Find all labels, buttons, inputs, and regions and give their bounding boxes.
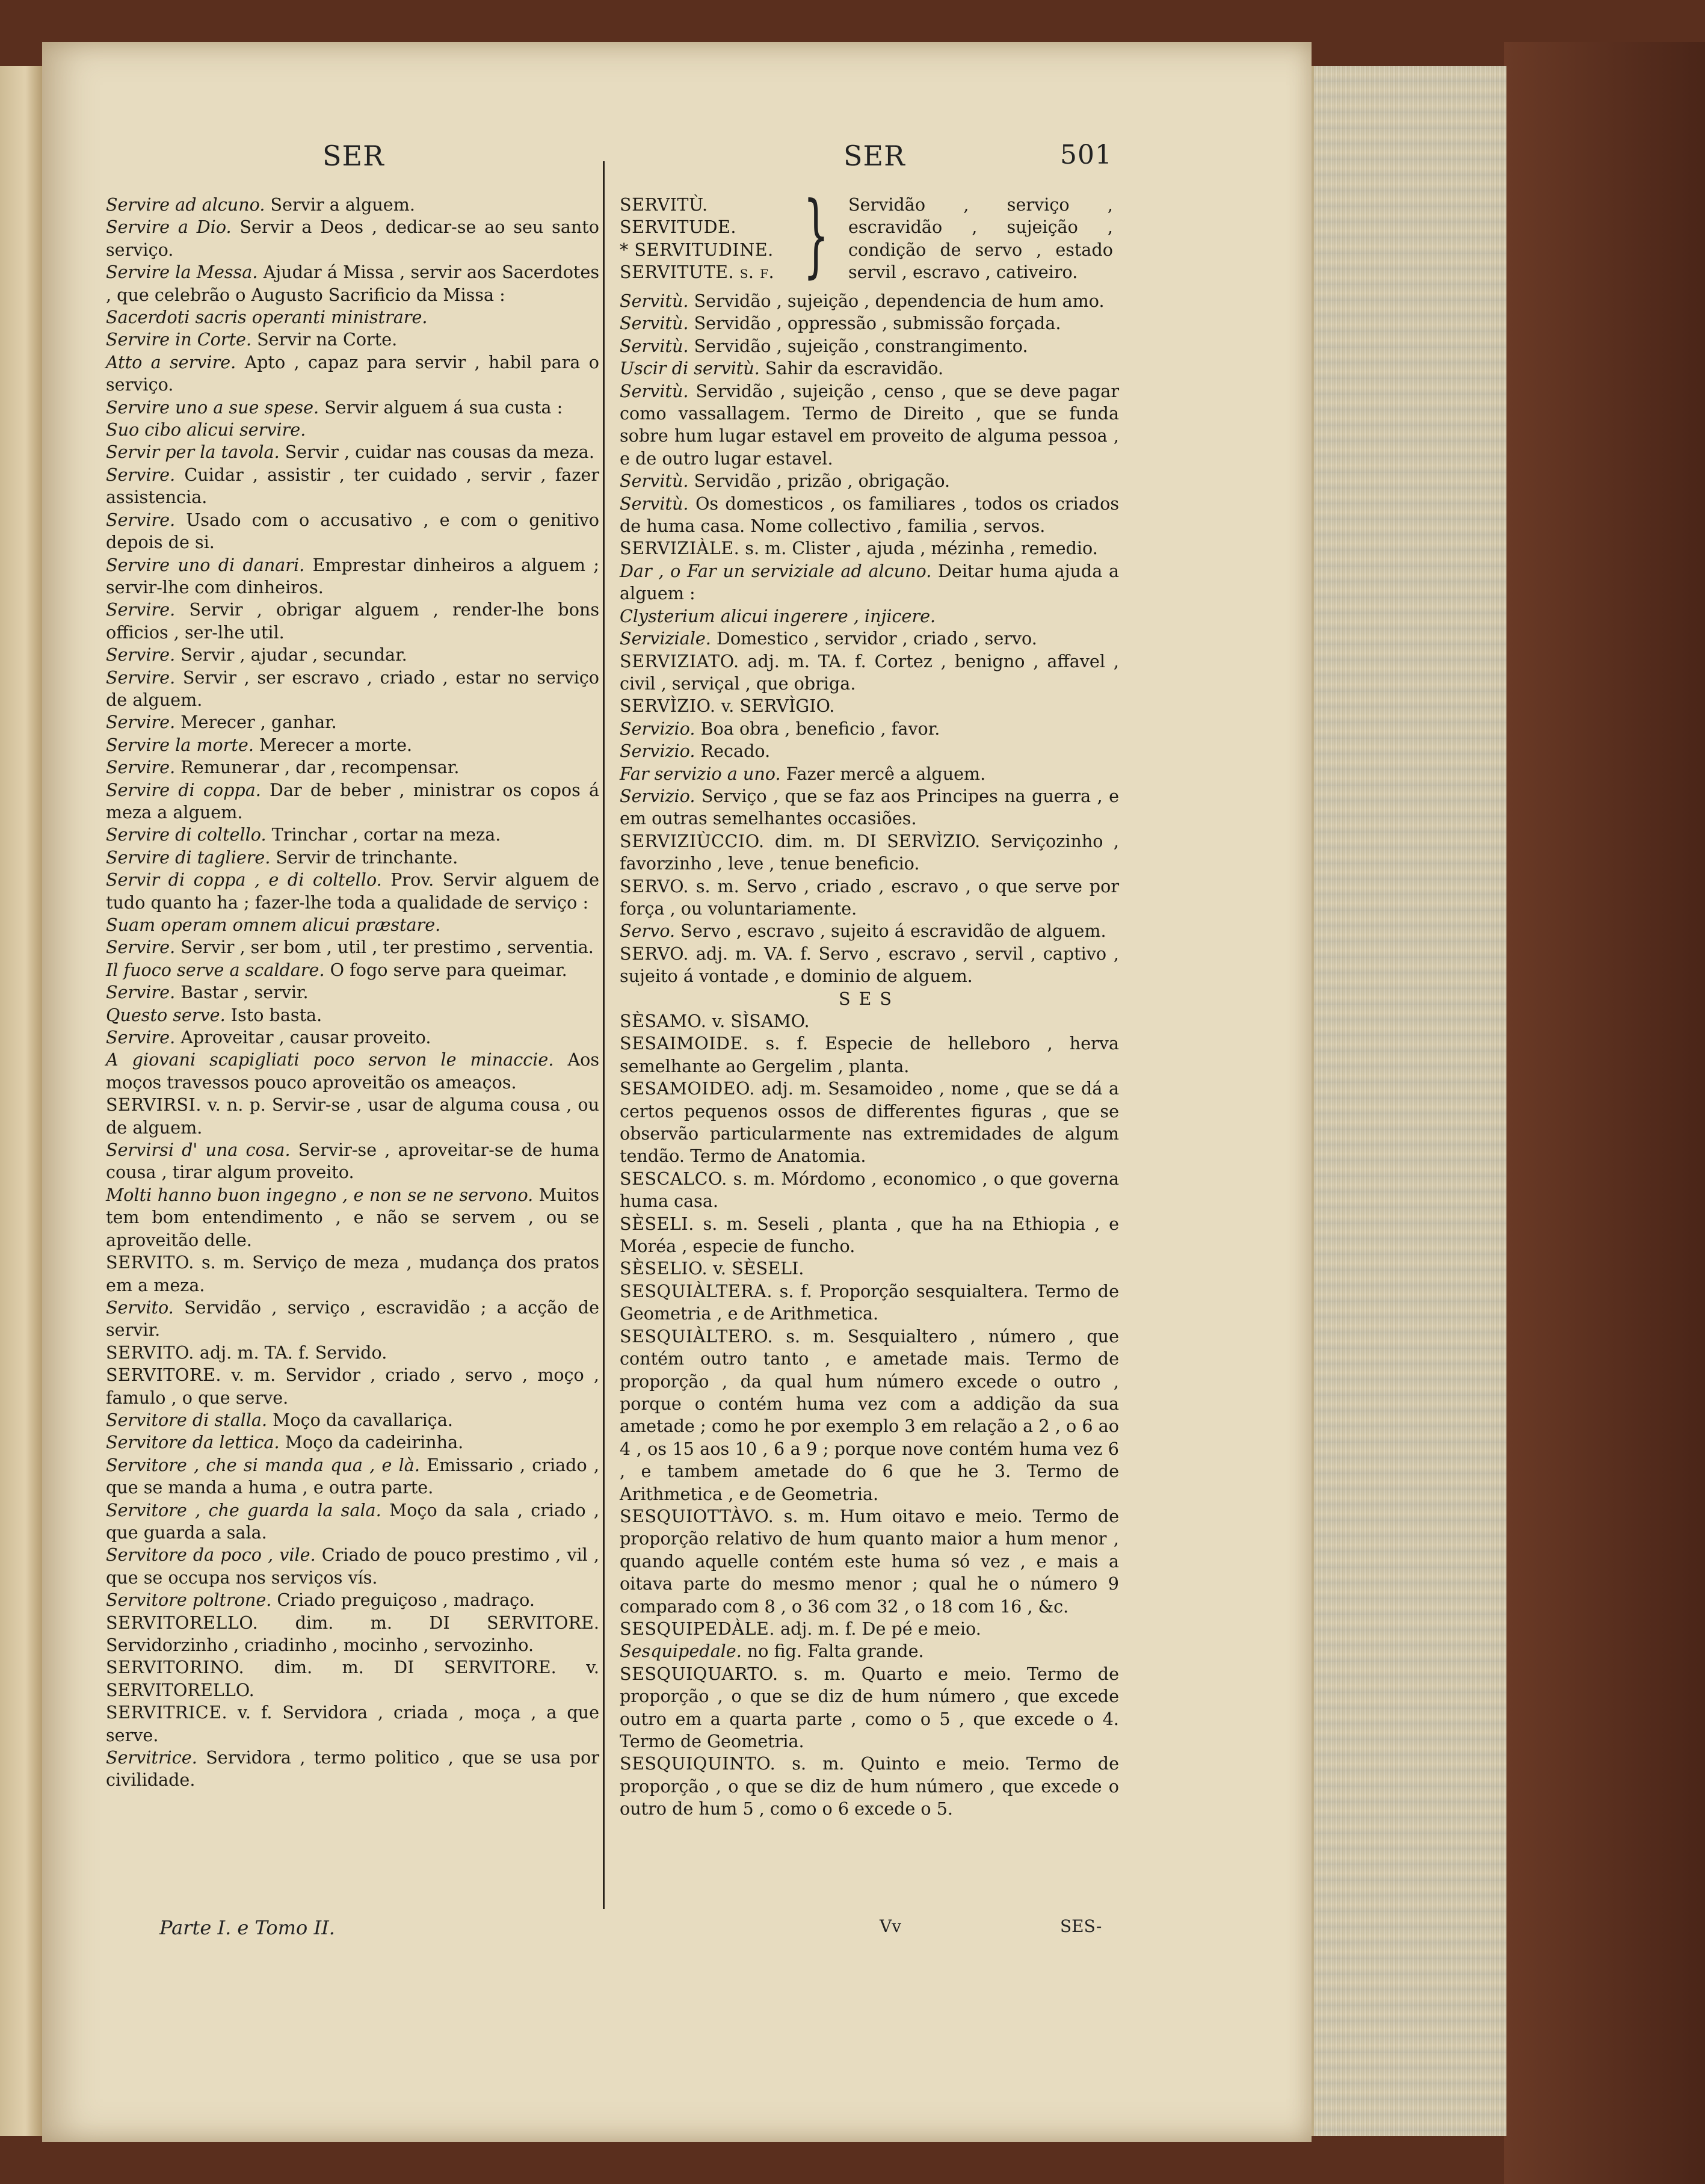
bracket-headword: SERVITUTE. s. f. [620, 262, 775, 283]
entry-definition: Servidão , sujeição , constrangimento. [688, 335, 1028, 356]
entry-phrase: A giovani scapigliati poco servon le minaccie. [106, 1049, 554, 1070]
entry-definition: Servidora , termo politico , que se usa por civilidade. [106, 1747, 599, 1791]
dictionary-entry [106, 1454, 599, 1499]
entry-definition: no fig. Falta grande. [741, 1641, 924, 1662]
entry-definition: O fogo serve para queimar. [324, 959, 567, 980]
entry-headword: SERVO. [620, 875, 689, 896]
left-column [106, 194, 599, 1792]
entry-headword: SÈSELI. [620, 1213, 694, 1234]
entry-phrase: Servitrice. [106, 1747, 197, 1768]
entry-definition: Merecer a morte. [253, 734, 413, 755]
entry-headword: SERVITRICE. [106, 1702, 228, 1723]
entry-definition: s. m. Serviço de meza , mudança dos pratos em a meza. [106, 1252, 599, 1295]
entry-definition: Criado preguiçoso , madraço. [271, 1590, 535, 1611]
entry-headword: SESQUIÀLTERO. [620, 1325, 774, 1346]
entry-definition: s. m. Clister , ajuda , mézinha , remedio. [739, 538, 1098, 559]
book-cover-edge [1504, 42, 1705, 2184]
entry-definition: adj. m. f. De pé e meio. [775, 1618, 981, 1639]
entry-headword: SÈSAMO. [620, 1011, 707, 1031]
dictionary-entry [106, 734, 599, 756]
section-heading: SES [838, 988, 901, 1009]
dictionary-entry [620, 1168, 1119, 1213]
entry-definition: adj. m. VA. f. Servo , escravo , servil , captivo , sujeito á vontade , e dominio de alguem. [620, 943, 1119, 987]
entry-definition: Moço da cadeirinha. [279, 1432, 464, 1453]
entry-phrase: Servire. [106, 644, 176, 665]
dictionary-entry [106, 216, 599, 261]
dictionary-entry [106, 959, 599, 981]
entry-definition: s. m. Mórdomo , economico , o que governa huma casa. [620, 1168, 1119, 1212]
curly-brace-icon: } [803, 183, 829, 288]
entry-phrase: Servizio. [620, 718, 695, 739]
bracket-headword: SERVITUDE. [620, 217, 736, 238]
entry-phrase: Servir di coppa , e di coltello. [106, 869, 382, 890]
dictionary-entry [106, 1656, 599, 1701]
dictionary-entry [106, 824, 599, 846]
entry-phrase: Sesquipedale. [620, 1641, 742, 1662]
bracket-headword: SERVITÙ. [620, 194, 708, 215]
entry-phrase: Servire. [106, 712, 176, 733]
dictionary-entry [106, 1251, 599, 1297]
entry-headword: SESQUIÀLTERA. [620, 1280, 772, 1301]
entry-phrase: Servizio. [620, 741, 695, 762]
entry-definition: Moço da cavallariça. [267, 1409, 453, 1430]
entry-phrase: Servitù. [620, 313, 689, 334]
entry-phrase: Far servizio a uno. [620, 763, 781, 784]
entry-definition: dim. m. DI SERVITORE. Servidorzinho , criadinho , mocinho , servozinho. [106, 1612, 599, 1655]
entry-phrase: Clysterium alicui ingerere , injicere. [620, 605, 936, 626]
dictionary-entry [106, 936, 599, 958]
entry-phrase: Servire. [106, 509, 176, 530]
entry-definition: Serviço , que se faz aos Principes na guerra , e em outras semelhantes occasiões. [620, 785, 1119, 829]
entry-definition: Servidão , sujeição , dependencia de hum amo. [688, 291, 1105, 311]
entry-definition: Os domesticos , os familiares , todos os criados de huma casa. Nome collectivo , familia , servos. [620, 493, 1119, 537]
entry-phrase: Suam operam omnem alicui præstare. [106, 915, 441, 935]
dictionary-entry [106, 1431, 599, 1454]
entry-headword: SESQUIQUARTO. [620, 1663, 779, 1684]
dictionary-entry [106, 1139, 599, 1184]
entry-definition: adj. m. Sesamoideo , nome , que se dá a certos pequenos ossos de differentes figuras , que se observão particularmente nas extremidades de algum tendão. Termo de Anatomia. [620, 1078, 1119, 1167]
entry-definition: Servir , ser bom , util , ter prestimo , serventia. [175, 937, 594, 958]
dictionary-entry [620, 650, 1119, 696]
entry-phrase: Servitore da lettica. [106, 1432, 280, 1453]
entry-definition: v. f. Servidora , criada , moça , a que serve. [106, 1702, 599, 1745]
dictionary-entry [106, 1049, 599, 1094]
entry-definition: Remunerar , dar , recompensar. [175, 757, 460, 778]
entry-phrase: Servitore da poco , vile. [106, 1544, 316, 1566]
bracket-headword: * SERVITUDINE. [620, 239, 774, 260]
entry-definition: Prov. Servir alguem de tudo quanto ha ; fazer-lhe toda a qualidade de serviço : [106, 869, 599, 913]
entry-definition: Servir , cuidar nas cousas da meza. [279, 442, 594, 463]
entry-phrase: Il fuoco serve a scaldare. [106, 959, 325, 980]
entry-phrase: Servitore , che si manda qua , e là. [106, 1454, 420, 1475]
entry-definition: Servir , ser escravo , criado , estar no serviço de alguem. [106, 667, 599, 710]
entry-phrase: Servitù. [620, 493, 689, 514]
dictionary-entry [620, 628, 1119, 650]
page-fore-edge [1312, 66, 1506, 2136]
entry-definition: Fazer mercê a alguem. [780, 763, 986, 784]
entry-headword: SERVITORE. [106, 1365, 221, 1386]
dictionary-entry [106, 1297, 599, 1342]
entry-definition: Criado de pouco prestimo , vil , que se occupa nos serviços vís. [106, 1544, 599, 1588]
dictionary-entry [106, 711, 599, 733]
footer-part-volume: Parte I. e Tomo II. [159, 1916, 335, 1939]
dictionary-entry [106, 1026, 599, 1049]
dictionary-entry [106, 1409, 599, 1431]
entry-headword: SERVITO. [106, 1252, 194, 1273]
entry-headword: SESQUIQUINTO. [620, 1753, 776, 1774]
dictionary-entry [106, 1747, 599, 1792]
entry-definition: Aproveitar , causar proveito. [175, 1027, 431, 1048]
entry-definition: Trinchar , cortar na meza. [266, 824, 501, 845]
entry-phrase: Servitore poltrone. [106, 1590, 272, 1611]
dictionary-entry [620, 560, 1119, 605]
entry-headword: SESCALCO. [620, 1168, 727, 1189]
entry-definition: dim. m. DI SERVÌZIO. Serviçozinho , favorzinho , leve , tenue beneficio. [620, 830, 1119, 874]
dictionary-entry [106, 756, 599, 779]
entry-phrase: Servire. [106, 1027, 176, 1048]
entry-definition: Usado com o accusativo , e com o genitivo depois de si. [106, 509, 599, 553]
dictionary-entry [106, 306, 599, 329]
entry-headword: SESAIMOIDE. [620, 1033, 749, 1054]
dictionary-entry [620, 763, 1119, 785]
entry-headword: SERVÌZIO. [620, 696, 716, 717]
dictionary-entry [620, 380, 1119, 470]
dictionary-entry [620, 493, 1119, 538]
entry-definition: s. m. Servo , criado , escravo , o que serve por força , ou voluntariamente. [620, 875, 1119, 919]
entry-phrase: Servitore di stalla. [106, 1409, 268, 1430]
dictionary-entry [106, 914, 599, 936]
entry-phrase: Servire di tagliere. [106, 847, 271, 868]
entry-definition: s. m. Hum oitavo e meio. Termo de proporção relativo de hum quanto maior a hum menor , quando aquelle contém este huma só vez , e mais a oitava parte do mesmo menor ; qual he o número 9 comparado com 8 , o 36 com 32 , o 18 com 16 , &c. [620, 1505, 1119, 1617]
entry-phrase: Servitù. [620, 380, 689, 401]
entry-phrase: Servito. [106, 1297, 174, 1318]
dictionary-entry [620, 290, 1119, 312]
entry-definition: Servir-se , aproveitar-se de huma cousa , tirar algum proveito. [106, 1140, 599, 1183]
entry-headword: SERVO. [620, 943, 689, 964]
dictionary-entry [106, 599, 599, 644]
dictionary-entry [620, 1032, 1119, 1078]
dictionary-entry [620, 537, 1119, 560]
dictionary-entry [620, 718, 1119, 740]
entry-headword: SERVIZIÙCCIO. [620, 830, 765, 851]
entry-phrase: Servire la morte. [106, 734, 254, 755]
dictionary-entry [106, 1612, 599, 1657]
dictionary-entry [106, 981, 599, 1004]
entry-definition: Dar de beber , ministrar os copos á meza a alguem. [106, 779, 600, 822]
signature-mark: Vv [880, 1916, 902, 1936]
dictionary-entry [620, 312, 1119, 335]
entry-definition: Ajudar á Missa , servir aos Sacerdotes , que celebrão o Augusto Sacrificio da Missa : [106, 262, 599, 305]
dictionary-entry [620, 943, 1119, 988]
column-rule [603, 161, 605, 1909]
entry-phrase: Servire. [106, 599, 176, 620]
dictionary-entry [106, 667, 599, 712]
dictionary-entry [620, 1640, 1119, 1662]
entry-definition: Servir a alguem. [265, 194, 415, 215]
dictionary-entry [620, 785, 1119, 830]
dictionary-entry [106, 554, 599, 599]
entry-definition: Emprestar dinheiros a alguem ; servir-lhe com dinheiros. [106, 554, 599, 597]
entry-definition: s. m. Sesquialtero , número , que contém outro tanto , e ametade mais. Termo de proporção , da qual hum número excede o outro , porque o contém huma vez com a addição da sua ametade ; como he por exemplo 3 em relação a 2 , o 6 ao 4 , os 15 aos 10 , 6 a 9 ; porque nove contém huma vez 6 , e tambem ametade do 6 que he 3. Termo de Arithmetica , e de Geometria. [620, 1325, 1119, 1504]
entry-phrase: Servire uno di danari. [106, 554, 305, 575]
dictionary-entry [106, 1342, 599, 1364]
bracket-definition: Servidão , serviço , escravidão , sujeição , condição de servo , estado servil , escravo , cativeiro. [848, 194, 1113, 283]
entry-phrase: Servire uno a sue spese. [106, 396, 319, 418]
entry-phrase: Servitù. [620, 291, 689, 311]
entry-definition: Servir , obrigar alguem , render-lhe bons officios , ser-lhe util. [106, 599, 599, 643]
dictionary-entry [106, 464, 599, 509]
entry-definition: s. m. Quarto e meio. Termo de proporção , o que se diz de hum número , que excede outro em a quarta parte , como o 5 , que excede o 4. Termo de Geometria. [620, 1663, 1119, 1751]
dictionary-entry [106, 1544, 599, 1589]
entry-phrase: Servire in Corte. [106, 329, 252, 350]
entry-headword: SÈSELIO. [620, 1258, 708, 1279]
dictionary-entry [620, 1280, 1119, 1325]
dictionary-entry [106, 644, 599, 666]
entry-definition: v. SÌSAMO. [706, 1011, 810, 1031]
entry-definition: Bastar , servir. [175, 982, 309, 1003]
dictionary-entry [106, 419, 599, 441]
entry-headword: SERVIZIÀLE. [620, 538, 740, 559]
entry-definition: Servir a Deos , dedicar-se ao seu santo serviço. [106, 217, 599, 260]
entry-phrase: Suo cibo alicui servire. [106, 419, 306, 440]
dictionary-entry [620, 875, 1119, 921]
entry-phrase: Uscir di servitù. [620, 358, 760, 379]
entry-headword: SERVIRSI. [106, 1094, 202, 1115]
entry-definition: s. m. Seseli , planta , que ha na Ethiopia , e Moréa , especie de funcho. [620, 1213, 1119, 1257]
left-page-edge [0, 66, 42, 2136]
dictionary-entry [620, 335, 1119, 357]
entry-phrase: Serviziale. [620, 628, 711, 649]
entry-phrase: Servirsi d' una cosa. [106, 1140, 291, 1161]
catchword: SES- [1060, 1916, 1102, 1936]
entry-phrase: Questo serve. [106, 1004, 226, 1025]
dictionary-entry [106, 1499, 599, 1544]
entry-definition: Sahir da escravidão. [759, 358, 944, 379]
dictionary-entry [106, 869, 599, 914]
entry-definition: Apto , capaz para servir , habil para o serviço. [106, 351, 600, 395]
entry-phrase: Servire. [106, 464, 176, 485]
entry-definition: Servidão , prizão , obrigação. [688, 470, 951, 492]
dictionary-entry [620, 1213, 1119, 1258]
dictionary-entry [106, 1364, 599, 1409]
entry-definition: Merecer , ganhar. [175, 712, 337, 733]
entry-definition: Muitos tem bom entendimento , e não se servem , ou se aproveitão delle. [106, 1184, 599, 1250]
entry-definition: Domestico , servidor , criado , servo. [711, 628, 1037, 649]
entry-definition: Emissario , criado , que se manda a huma , e outra parte. [106, 1454, 599, 1498]
running-head-center: SER [843, 140, 905, 172]
dictionary-entry [620, 740, 1119, 762]
entry-definition: v. SERVÌGIO. [715, 696, 835, 717]
entry-phrase: Servir per la tavola. [106, 442, 280, 463]
entry-phrase: Servire. [106, 757, 176, 778]
dictionary-entry [620, 695, 1119, 717]
dictionary-entry [106, 1184, 599, 1251]
dictionary-entry [106, 1094, 599, 1139]
entry-definition: Deitar huma ajuda a alguem : [620, 560, 1119, 604]
dictionary-entry [620, 1257, 1119, 1280]
entry-definition: Aos moços travessos pouco aproveitão os ameaços. [106, 1049, 599, 1093]
entry-phrase: Servitù. [620, 335, 689, 356]
entry-phrase: Servire di coltello. [106, 824, 267, 845]
page-number: 501 [1060, 140, 1112, 170]
entry-definition: s. f. Especie de helleboro , herva semelhante ao Gergelim , planta. [620, 1033, 1119, 1076]
entry-definition: Isto basta. [225, 1004, 322, 1025]
entry-definition: Cuidar , assistir , ter cuidado , servir , fazer assistencia. [106, 464, 599, 508]
dictionary-entry [106, 1589, 599, 1611]
dictionary-entry [620, 1505, 1119, 1618]
entry-definition: Servidão , oppressão , submissão forçada. [688, 313, 1061, 334]
entry-phrase: Servire di coppa. [106, 779, 261, 800]
entry-definition: adj. m. TA. f. Servido. [194, 1342, 387, 1363]
right-column [620, 183, 1119, 1821]
entry-headword: SESQUIPEDÀLE. [620, 1618, 775, 1639]
entry-definition: v. n. p. Servir-se , usar de alguma cousa , ou de alguem. [106, 1094, 599, 1138]
dictionary-entry [620, 1010, 1119, 1032]
entry-headword: SERVITORINO. [106, 1657, 245, 1678]
entry-definition: Servidão , sujeição , censo , que se deve pagar como vassallagem. Termo de Direito , que se funda sobre hum lugar estavel em proveito de alguma pessoa , e de outro lugar estavel. [620, 380, 1119, 469]
entry-phrase: Molti hanno buon ingegno , e non se ne servono. [106, 1184, 534, 1205]
dictionary-entry [620, 1663, 1119, 1753]
dictionary-entry [620, 357, 1119, 380]
dictionary-entry [106, 779, 599, 824]
entry-phrase: Servire. [106, 937, 176, 958]
entry-definition: Servir de trinchante. [270, 847, 458, 868]
entry-phrase: Servitù. [620, 470, 689, 492]
entry-definition: v. m. Servidor , criado , servo , moço , famulo , o que serve. [106, 1365, 599, 1408]
dictionary-entry [106, 194, 599, 216]
entry-definition: Recado. [695, 741, 771, 762]
dictionary-entry [106, 1004, 599, 1026]
dictionary-entry [106, 396, 599, 419]
dictionary-entry [106, 509, 599, 554]
dictionary-entry [106, 847, 599, 869]
dictionary-entry [620, 1325, 1119, 1505]
dictionary-entry [620, 830, 1119, 875]
entry-definition: adj. m. TA. f. Cortez , benigno , affavel , civil , serviçal , que obriga. [620, 650, 1119, 694]
entry-phrase: Atto a servire. [106, 351, 236, 372]
dictionary-entry [106, 329, 599, 351]
entry-definition: Servir , ajudar , secundar. [175, 644, 407, 665]
dictionary-entry [620, 470, 1119, 492]
entry-definition: Boa obra , beneficio , favor. [695, 718, 940, 739]
dictionary-entry [106, 441, 599, 463]
entry-headword: SERVITORELLO. [106, 1612, 259, 1633]
entry-definition: dim. m. DI SERVITORE. v. SERVITORELLO. [106, 1657, 599, 1700]
right-entries [620, 290, 1119, 1821]
entry-phrase: Servizio. [620, 785, 695, 806]
entry-headword: SESQUIOTTÀVO. [620, 1505, 774, 1526]
entry-headword: SERVIZIATO. [620, 650, 739, 671]
dictionary-entry [106, 1701, 599, 1747]
entry-phrase: Sacerdoti sacris operanti ministrare. [106, 307, 428, 328]
entry-definition: Servir na Corte. [251, 329, 398, 350]
entry-definition: Servidão , serviço , escravidão ; a acção de servir. [106, 1297, 599, 1340]
dictionary-entry [620, 1753, 1119, 1820]
dictionary-entry [620, 605, 1119, 628]
bracket-headwords [620, 194, 800, 284]
dictionary-entry [620, 920, 1119, 942]
entry-definition: Servir alguem á sua custa : [319, 396, 563, 418]
dictionary-entry [106, 351, 599, 396]
entry-phrase: Servo. [620, 921, 676, 942]
entry-definition: Moço da sala , criado , que guarda a sala. [106, 1499, 599, 1543]
entry-definition: s. f. Proporção sesquialtera. Termo de Geometria , e de Arithmetica. [620, 1280, 1119, 1324]
entry-phrase: Servire. [106, 667, 176, 688]
entry-phrase: Servire a Dio. [106, 217, 232, 238]
entry-headword: SERVITO. [106, 1342, 194, 1363]
dictionary-entry [620, 1078, 1119, 1168]
entry-definition: s. m. Quinto e meio. Termo de proporção , o que se diz de hum número , que excede o outro de hum 5 , como o 6 excede o 5. [620, 1753, 1119, 1819]
bracket-entry [620, 183, 1119, 290]
dictionary-entry [620, 1618, 1119, 1640]
entry-definition: v. SÈSELI. [708, 1258, 804, 1279]
dictionary-entry [106, 261, 599, 306]
entry-phrase: Servire ad alcuno. [106, 194, 265, 215]
entry-phrase: Servitore , che guarda la sala. [106, 1499, 381, 1520]
entry-definition: Servo , escravo , sujeito á escravidão de alguem. [675, 921, 1106, 942]
entry-phrase: Servire la Messa. [106, 262, 258, 283]
running-head-left: SER [322, 140, 384, 172]
entry-phrase: Servire. [106, 982, 176, 1003]
entry-headword: SESAMOIDEO. [620, 1078, 755, 1099]
entry-phrase: Dar , o Far un serviziale ad alcuno. [620, 560, 932, 581]
